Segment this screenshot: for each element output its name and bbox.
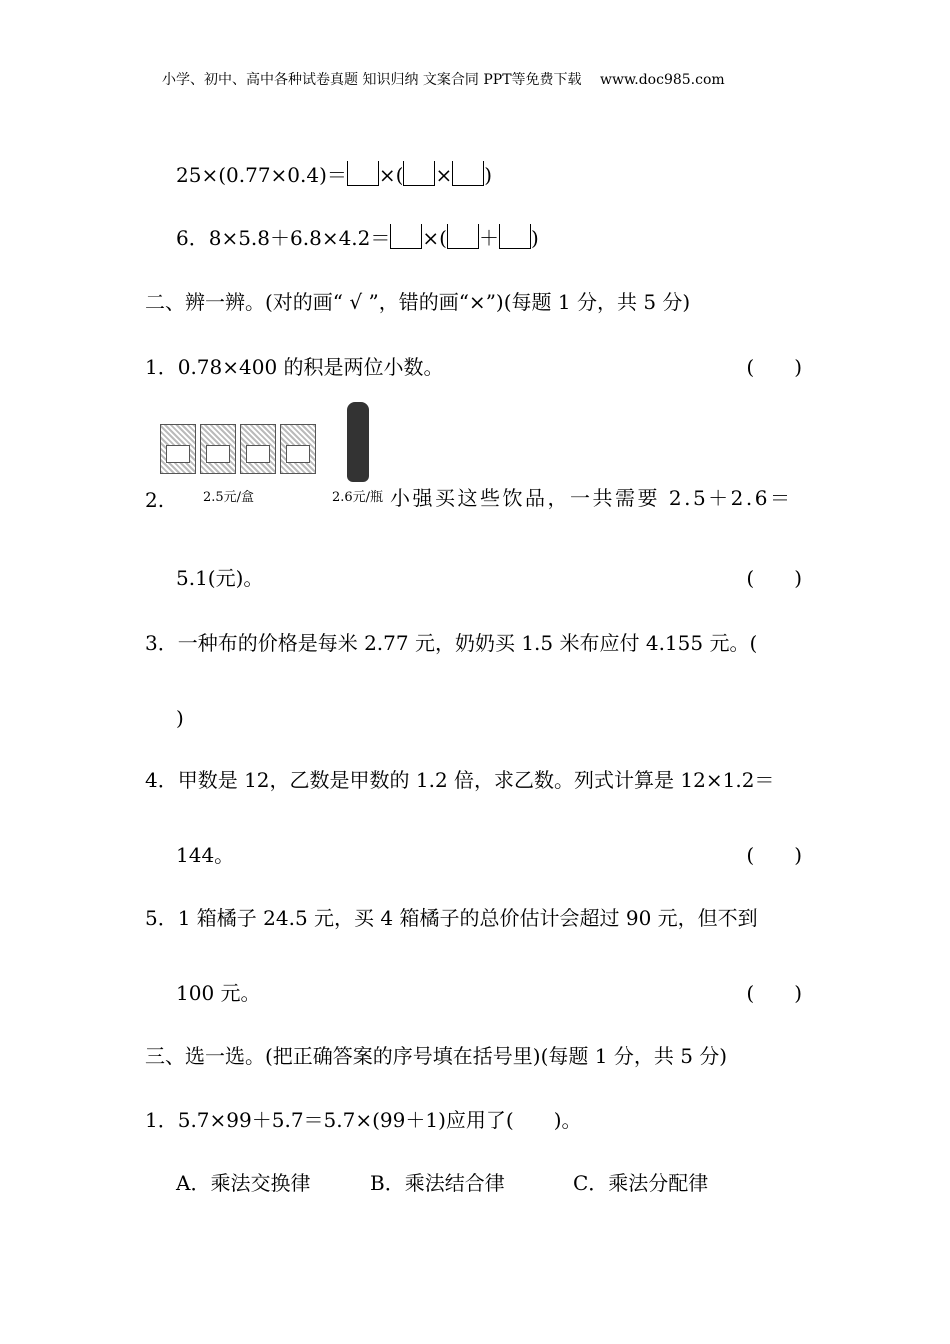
answer-paren[interactable]: ( ) <box>746 843 802 867</box>
op: ) <box>484 163 493 187</box>
equation-text: 25×(0.77×0.4)＝ <box>176 163 347 187</box>
s2-q2-text: 小强买这些饮品，一共需要 2.5＋2.6＝ <box>390 486 793 510</box>
milk-price-label: 2.5元/盒 <box>203 490 255 505</box>
answer-box[interactable] <box>447 224 479 249</box>
s2-q2-num: 2. <box>145 488 165 512</box>
bottle-price-label: 2.6元/瓶 <box>332 490 384 505</box>
answer-paren[interactable]: ( ) <box>746 981 802 1005</box>
option-a[interactable]: A．乘法交换律 <box>176 1171 311 1195</box>
section3-title: 三、选一选。(把正确答案的序号填在括号里)(每题 1 分，共 5 分) <box>145 1044 728 1068</box>
answer-paren[interactable]: ( ) <box>746 355 802 379</box>
s2-q1: 1．0.78×400 的积是两位小数。 <box>145 355 444 379</box>
option-b[interactable]: B．乘法结合律 <box>370 1171 505 1195</box>
op: ×( <box>378 163 404 187</box>
answer-box[interactable] <box>403 161 435 186</box>
option-c[interactable]: C．乘法分配律 <box>573 1171 709 1195</box>
cola-bottle-image <box>347 402 369 482</box>
answer-box[interactable] <box>452 161 484 186</box>
s3-q1: 1．5.7×99＋5.7＝5.7×(99＋1)应用了( )。 <box>145 1108 582 1132</box>
answer-box[interactable] <box>347 161 379 186</box>
s2-q4: 4．甲数是 12，乙数是甲数的 1.2 倍，求乙数。列式计算是 12×1.2＝ <box>145 768 775 792</box>
equation-6 <box>176 224 539 252</box>
op: × <box>435 163 453 187</box>
op: ) <box>530 226 539 250</box>
milk-cartons-image <box>160 424 320 479</box>
answer-box[interactable] <box>390 224 422 249</box>
equation-5b <box>176 161 492 189</box>
op: ＋ <box>478 226 499 250</box>
s2-q3: 3．一种布的价格是每米 2.77 元，奶奶买 1.5 米布应付 4.155 元。( <box>145 631 758 655</box>
s2-q2-text2: 5.1(元)。 <box>176 566 264 590</box>
s2-q5b: 100 元。 <box>176 981 261 1005</box>
op: ×( <box>422 226 447 250</box>
page-header: 小学、初中、高中各种试卷真题 知识归纳 文案合同 PPT等免费下载 www.doc985.com <box>162 72 725 88</box>
s2-q5: 5．1 箱橘子 24.5 元，买 4 箱橘子的总价估计会超过 90 元，但不到 <box>145 906 758 930</box>
equation-text: 6．8×5.8＋6.8×4.2＝ <box>176 226 391 250</box>
answer-paren[interactable]: ( ) <box>746 566 802 590</box>
section2-title: 二、辨一辨。(对的画“ √ ”，错的画“×”)(每题 1 分，共 5 分) <box>145 290 691 314</box>
answer-box[interactable] <box>499 224 531 249</box>
s2-q3-close[interactable]: ) <box>176 706 184 730</box>
s2-q4b: 144。 <box>176 843 235 867</box>
